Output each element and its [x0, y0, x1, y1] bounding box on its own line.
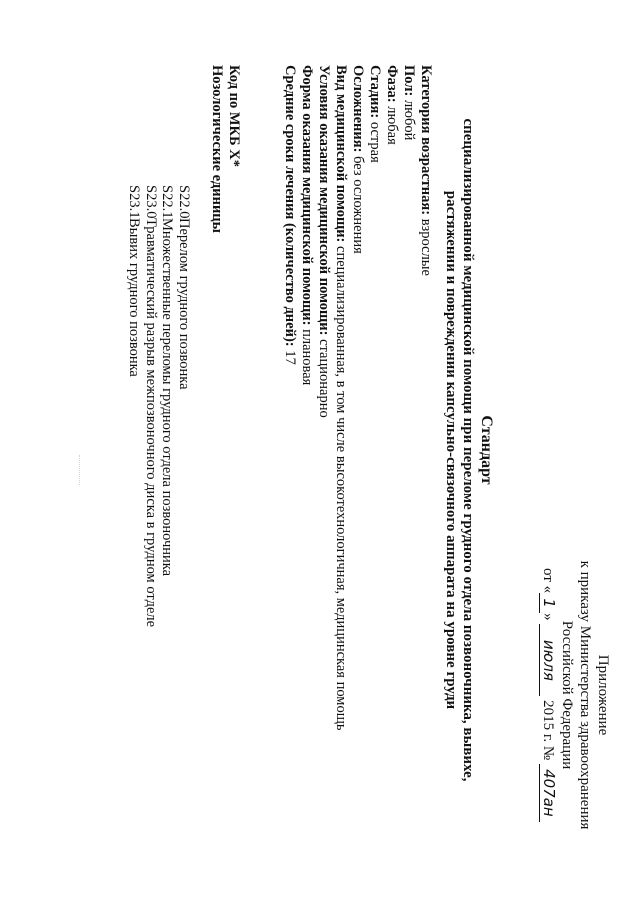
parameter-row	[315, 65, 332, 731]
parameter-label: Осложнения:	[350, 65, 366, 153]
parameter-label: Форма оказания медицинской помощи:	[299, 65, 315, 326]
icd-code-item	[176, 185, 193, 627]
icd-code-name: Вывих грудного позвонка	[126, 218, 143, 377]
parameter-row	[366, 65, 383, 731]
appendix-line-2: Российской Федерации	[559, 620, 575, 770]
parameter-label: Стадия:	[367, 65, 383, 119]
standard-title	[442, 40, 495, 860]
nosological-units-label: Нозологические единицы	[209, 65, 225, 233]
icd-code: S22.1	[159, 185, 176, 219]
icd-code: S23.1	[126, 185, 143, 219]
parameter-row	[298, 65, 315, 731]
parameter-row	[417, 65, 434, 731]
standard-heading: Стандарт	[478, 415, 495, 485]
appendix-line-1: к приказу Министерства здравоохранения	[577, 560, 593, 830]
date-prefix: от «	[540, 568, 556, 594]
icd-code: S23.0	[143, 185, 159, 219]
date-year: 2015 г. №	[540, 700, 556, 761]
icd-code-name: Множественные переломы грудного отдела позвоночника	[159, 218, 176, 577]
standard-parameters	[281, 65, 434, 731]
mkb-code-label: Код по МКБ X*	[226, 65, 242, 167]
parameter-label: Условия оказания медицинской помощи:	[316, 65, 332, 336]
parameter-row	[332, 65, 349, 731]
parameter-row	[383, 65, 400, 731]
standard-title-line-1: специализированной медицинской помощи при переломе грудного отдела позвоночника, вывихе,	[460, 118, 476, 782]
date-day: 1	[539, 593, 558, 613]
parameter-row	[281, 65, 298, 731]
parameter-value: без осложнения	[350, 152, 366, 254]
parameter-value: любой	[401, 96, 417, 141]
parameter-value: стационарно	[316, 335, 332, 418]
icd-code-item	[159, 185, 176, 627]
appendix-date-line	[539, 545, 558, 845]
icd-code-item	[143, 185, 160, 627]
order-number: 407ан	[539, 764, 558, 822]
parameter-value: взрослые	[418, 215, 434, 276]
parameter-row	[400, 65, 417, 731]
icd-code-list	[126, 185, 192, 627]
icd-code: S22.0	[176, 185, 192, 219]
parameter-value: специализированная, в том числе высокотехнологичная, медицинская помощь	[333, 242, 349, 731]
parameter-row	[349, 65, 366, 731]
parameter-label: Категория возрастная:	[418, 65, 434, 216]
parameter-value: любая	[384, 102, 400, 145]
icd-code-item	[126, 185, 143, 627]
parameter-value: 17	[282, 346, 298, 365]
parameter-label: Пол:	[401, 65, 417, 97]
mkb-block	[208, 65, 242, 233]
date-month: июля	[539, 624, 558, 696]
parameter-value: плановая	[299, 325, 315, 386]
parameter-label: Вид медицинской помощи:	[333, 65, 349, 243]
parameter-value: острая	[367, 118, 383, 163]
date-sep: »	[540, 613, 556, 621]
appendix-block	[539, 545, 612, 845]
icd-code-name: Травматический разрыв межпозвоночного диска в грудном отделе	[143, 218, 159, 628]
icd-code-name: Перелом грудного позвонка	[176, 218, 192, 390]
parameter-label: Фаза:	[384, 65, 400, 103]
scan-artifact	[71, 455, 80, 485]
appendix-title: Приложение	[595, 654, 611, 736]
parameter-label: Средние сроки лечения (количество дней):	[282, 65, 298, 347]
standard-title-line-2: растяжении и повреждении капсульно-связочного аппарата на уровне груди	[443, 190, 459, 710]
